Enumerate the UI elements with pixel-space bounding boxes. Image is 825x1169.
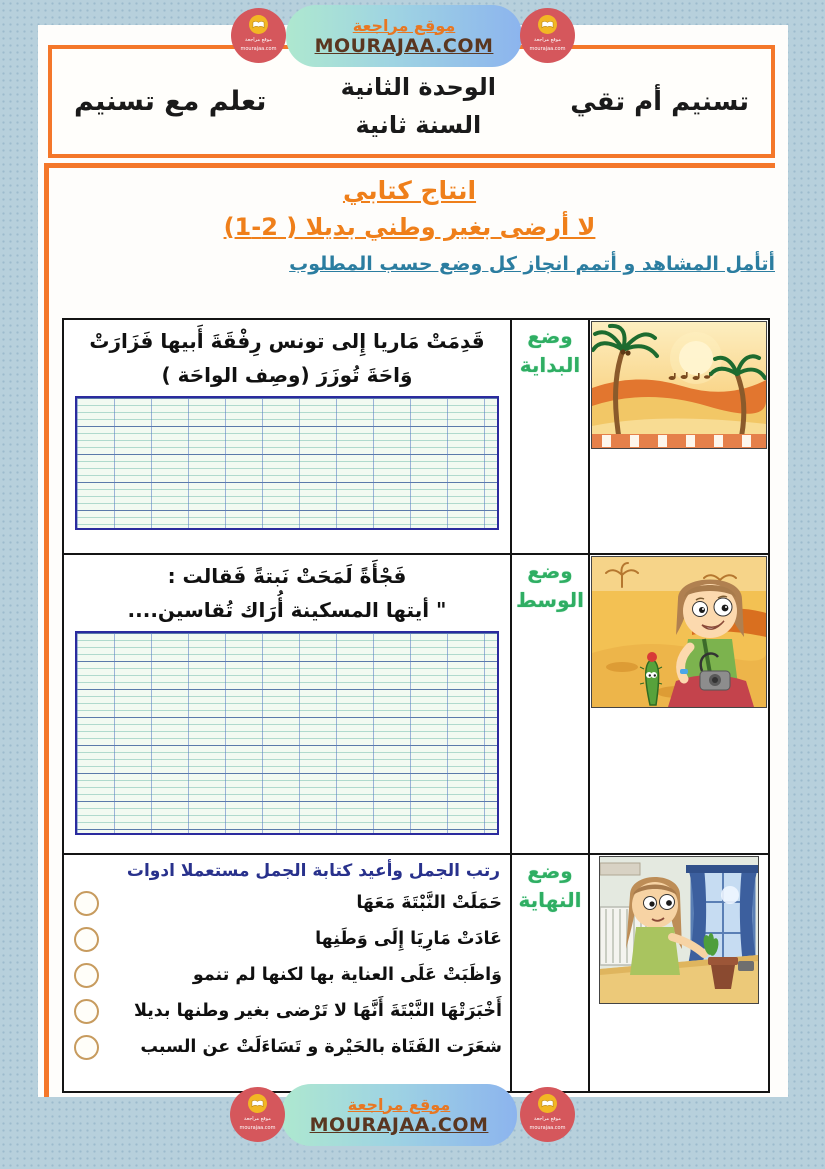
ending-text-cell bbox=[63, 854, 511, 1092]
unit-grade-block bbox=[341, 59, 496, 143]
lesson-title: لا أرضى بغير وطني بديلا ( 2-1) bbox=[223, 213, 596, 241]
site-logo-badge bbox=[231, 8, 286, 63]
badge-site-arabic: موقع مراجعة bbox=[245, 37, 272, 43]
table-row-beginning bbox=[63, 319, 769, 554]
desert-oasis-image bbox=[591, 321, 767, 449]
girl-planting-image bbox=[599, 856, 759, 1004]
sentence-text: وَاظَبَتْ عَلَى العناية بها لكنها لم تنمو bbox=[192, 965, 502, 985]
answer-circle[interactable] bbox=[74, 891, 99, 916]
site-logo-badge bbox=[230, 1087, 285, 1142]
badge-site-url: mourajaa.com bbox=[529, 46, 566, 53]
ordering-task-heading: رتب الجمل وأعيد كتابة الجمل مستعملا ادوات bbox=[126, 861, 500, 881]
beginning-label-cell bbox=[511, 319, 589, 554]
sentence-text: عَادَتْ مَارِيَا إِلَى وَطَنِها bbox=[315, 929, 502, 949]
site-banner-bottom bbox=[281, 1084, 517, 1146]
answer-circle[interactable] bbox=[74, 1035, 99, 1060]
site-name-arabic-link[interactable]: موقع مراجعة bbox=[347, 1094, 451, 1114]
position-label: وضع الوسط bbox=[516, 559, 584, 612]
sentence-text: حَمَلَتْ النَّبْتَةَ مَعَهَا bbox=[356, 893, 502, 913]
open-book-icon bbox=[538, 1094, 557, 1113]
exercise-table bbox=[62, 318, 770, 1093]
site-logo-badge bbox=[520, 8, 575, 63]
badge-site-arabic: موقع مراجعة bbox=[534, 37, 561, 43]
grade-title: السنة ثانية bbox=[355, 110, 482, 139]
site-logo-badge bbox=[520, 1087, 575, 1142]
ending-image-cell bbox=[589, 854, 769, 1092]
badge-site-url: mourajaa.com bbox=[239, 1125, 276, 1132]
sentence-item bbox=[72, 993, 502, 1029]
answer-circle[interactable] bbox=[74, 963, 99, 988]
middle-prompt-line1: فَجْأَةً لَمَحَتْ نَبتةً فَقالت : bbox=[167, 564, 407, 588]
activity-title: انتاج كتابي bbox=[342, 176, 477, 205]
girl-in-desert-image bbox=[591, 556, 767, 708]
badge-site-url: mourajaa.com bbox=[529, 1125, 566, 1132]
site-url-link[interactable]: MOURAJAA.COM bbox=[309, 1113, 489, 1136]
middle-image-cell bbox=[589, 554, 769, 854]
sentence-item bbox=[72, 957, 502, 993]
site-banner-top bbox=[286, 5, 522, 67]
badge-site-arabic: موقع مراجعة bbox=[534, 1116, 561, 1122]
beginning-prompt: قَدِمَتْ مَاريا إِلى تونس رِفْقَةَ أَبيها فَزَارَتْ وَاحَةَ تُوزَرَ (وصِف الواحَة ) bbox=[89, 329, 485, 387]
open-book-icon bbox=[538, 15, 557, 34]
middle-label-cell bbox=[511, 554, 589, 854]
table-row-ending bbox=[63, 854, 769, 1092]
sentence-item bbox=[72, 1029, 502, 1065]
site-name-arabic-link[interactable]: موقع مراجعة bbox=[352, 15, 456, 35]
beginning-text-cell bbox=[63, 319, 511, 554]
answer-circle[interactable] bbox=[74, 999, 99, 1024]
position-label: وضع النهاية bbox=[518, 859, 582, 912]
table-row-middle bbox=[63, 554, 769, 854]
slogan-text: تعلم مع تسنيم bbox=[74, 86, 267, 117]
sentence-item bbox=[72, 885, 502, 921]
site-url-link[interactable]: MOURAJAA.COM bbox=[314, 34, 494, 57]
beginning-image-cell bbox=[589, 319, 769, 554]
instruction-line: أتأمل المشاهد و أتمم انجاز كل وضع حسب المطلوب bbox=[289, 253, 775, 275]
writing-lines-area[interactable] bbox=[75, 631, 499, 835]
middle-prompt-line2: " أيتها المسكينة أُرَاك تُقاسين.... bbox=[127, 598, 447, 622]
open-book-icon bbox=[248, 1094, 267, 1113]
answer-circle[interactable] bbox=[74, 927, 99, 952]
writing-lines-area[interactable] bbox=[75, 396, 499, 530]
unit-title: الوحدة الثانية bbox=[340, 73, 497, 102]
middle-text-cell bbox=[63, 554, 511, 854]
badge-site-arabic: موقع مراجعة bbox=[244, 1116, 271, 1122]
position-label: وضع البداية bbox=[519, 324, 581, 377]
sentence-item bbox=[72, 921, 502, 957]
badge-site-url: mourajaa.com bbox=[240, 46, 277, 53]
sentence-text: أَخْبَرَتْهَا النَّبْتَةَ أَنَّهَا لا تَرْضى بغير وطنها بديلا bbox=[133, 1001, 502, 1021]
open-book-icon bbox=[249, 15, 268, 34]
title-block bbox=[44, 176, 775, 275]
author-name: تسنيم أم تقي bbox=[570, 86, 749, 117]
sentence-text: شعَرَت الفَتَاة بالحَيْرة و تَسَاءَلَتْ عن السبب bbox=[140, 1037, 502, 1057]
ending-label-cell bbox=[511, 854, 589, 1092]
